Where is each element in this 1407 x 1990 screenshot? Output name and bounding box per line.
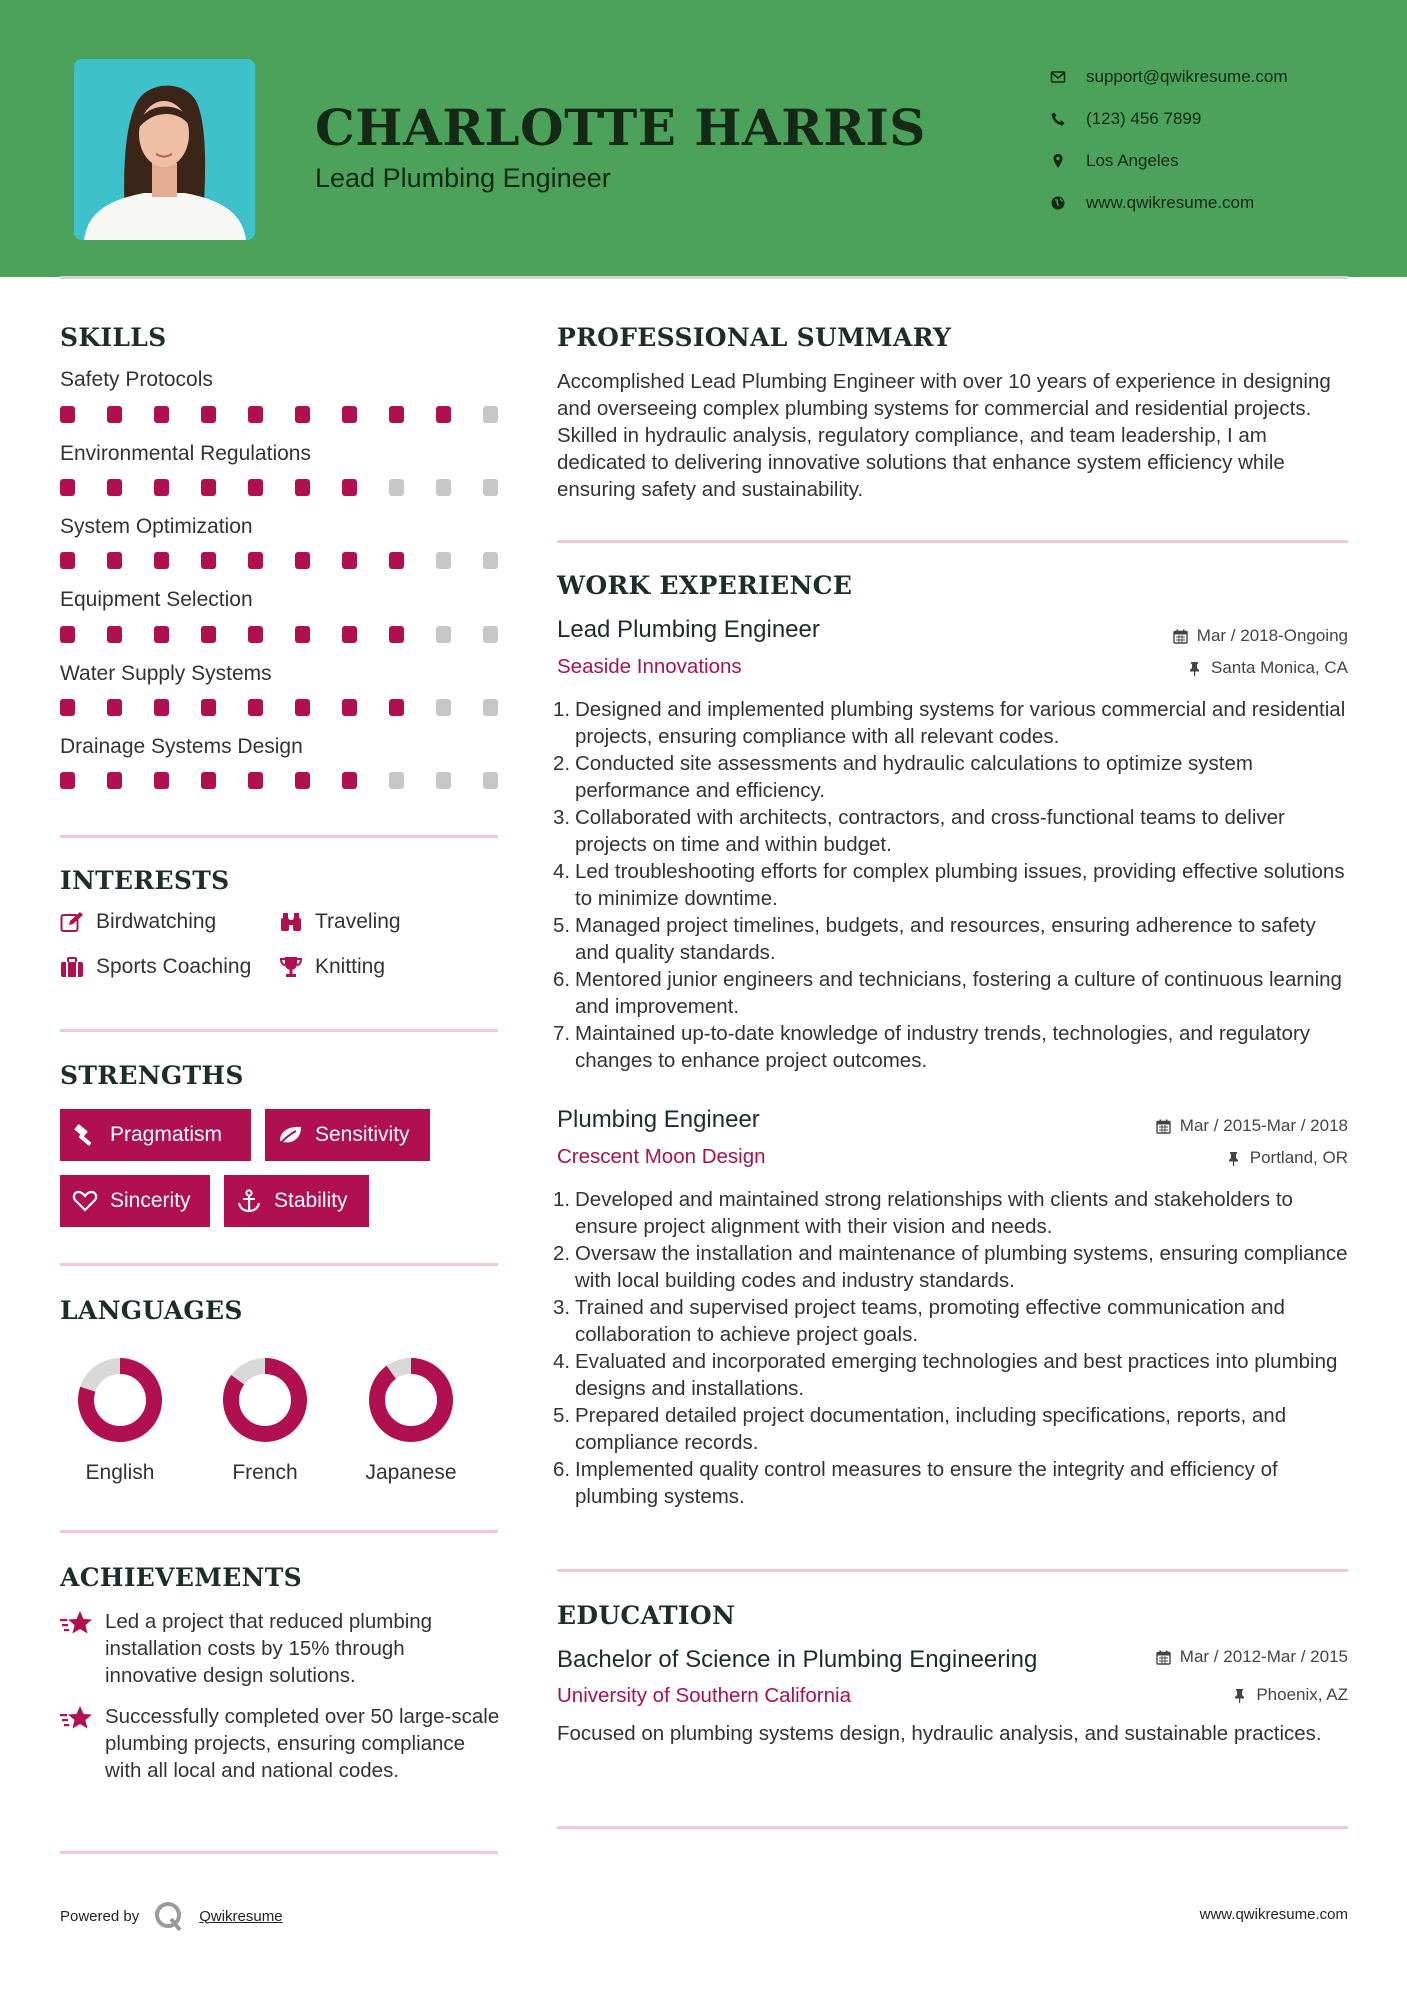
skill-dot-filled [295,552,310,569]
section-divider [557,1826,1348,1829]
education-heading: EDUCATION [557,1601,736,1630]
list-number: 7. [553,1022,571,1045]
language-item: French [205,1357,325,1485]
trophy-icon [279,956,303,978]
pushpin-icon [1232,1688,1247,1703]
anchor-icon [236,1189,262,1213]
skill-dot-filled [295,626,310,643]
achievement-item: Led a project that reduced plumbing installation costs by 15% through innovative design solutions. [60,1608,500,1689]
map-marker-icon [1050,153,1066,169]
responsibility-text: Maintained up-to-date knowledge of industry trends, technologies, and regulatory changes to enhance project outcomes. [575,1022,1311,1072]
skill-dot-filled [107,699,122,716]
responsibility-item [553,696,1353,750]
skill-dot-empty [436,626,451,643]
strength-tag: Sensitivity [265,1109,430,1161]
strength-tag: Pragmatism [60,1109,251,1161]
skill-dot-empty [436,552,451,569]
responsibility-item [553,1186,1353,1240]
list-number: 1. [553,1188,571,1211]
pencil-square-icon [60,911,84,933]
skill-dot-filled [248,552,263,569]
skill-dot-filled [389,406,404,423]
list-number: 3. [553,806,571,829]
skill-dot-filled [342,479,357,496]
language-ring [77,1357,163,1443]
list-number: 5. [553,914,571,937]
language-ring [368,1357,454,1443]
skill-dot-filled [107,479,122,496]
skill-dot-empty [389,479,404,496]
job-title: Plumbing Engineer [557,1106,760,1133]
school-name: University of Southern California [557,1684,851,1707]
calendar-icon [1156,1119,1171,1134]
responsibility-item [553,858,1353,912]
contact-phone-text: (123) 456 7899 [1086,109,1202,128]
job-location: Santa Monica, CA [1187,658,1348,678]
skill-dot-filled [60,552,75,569]
list-number: 2. [553,1242,571,1265]
briefcase-icon [60,956,84,978]
skill-dot-filled [248,772,263,789]
responsibility-text: Developed and maintained strong relationships with clients and stakeholders to ensure project alignment with their vision and needs. [575,1188,1293,1238]
skill-dot-filled [248,479,263,496]
skill-rating [60,552,498,569]
skill-dot-filled [107,772,122,789]
header-divider [60,276,1348,279]
summary-text: Accomplished Lead Plumbing Engineer with over 10 years of experience in designing and overseeing complex plumbing systems for commercial and residential projects. Skilled in hydraulic analysis, regulatory compliance, and team leadership, I am dedicated to delivering innovative solutions that enhance system efficiency while ensuring safety and sustainability. [557,370,1331,501]
list-number: 6. [553,1458,571,1481]
job-dates: Mar / 2018-Ongoing [1173,626,1348,646]
qwikresume-link[interactable]: Qwikresume [199,1907,283,1925]
responsibility-text: Designed and implemented plumbing systems for various commercial and residential projects, ensuring compliance with all relevant codes. [575,698,1346,748]
phone-icon [1050,111,1066,127]
skill-dot-filled [154,772,169,789]
skill-dot-filled [154,406,169,423]
responsibility-item [553,966,1353,1020]
list-number: 4. [553,1350,571,1373]
responsibility-text: Led troubleshooting efforts for complex plumbing issues, providing effective solutions to minimize downtime. [575,860,1345,910]
responsibility-item [553,1402,1353,1456]
skills-heading: SKILLS [60,323,167,352]
experience-heading: WORK EXPERIENCE [557,571,853,600]
interest-item: Birdwatching [60,910,216,934]
responsibility-text: Mentored junior engineers and technicians, fostering a culture of continuous learning and improvement. [575,968,1342,1018]
responsibility-text: Evaluated and incorporated emerging technologies and best practices into plumbing designs and installations. [575,1350,1338,1400]
skill-name: Safety Protocols [60,368,213,391]
responsibility-item [553,1240,1353,1294]
candidate-title: Lead Plumbing Engineer [315,163,611,193]
skill-dot-filled [389,626,404,643]
skill-dot-filled [107,552,122,569]
responsibility-item [553,912,1353,966]
skill-dot-filled [201,479,216,496]
responsibility-item [553,750,1353,804]
education-location: Phoenix, AZ [1232,1685,1348,1705]
qwikresume-logo-icon [153,1900,185,1932]
skill-dot-filled [389,552,404,569]
skill-dot-filled [295,699,310,716]
contact-email-text: support@qwikresume.com [1086,67,1288,86]
skill-dot-empty [483,552,498,569]
responsibility-item [553,804,1353,858]
responsibility-item [553,1020,1353,1074]
skill-name: Environmental Regulations [60,442,311,465]
achievement-item: Successfully completed over 50 large-scale plumbing projects, ensuring compliance with all local and national codes. [60,1703,500,1784]
skill-dot-filled [248,406,263,423]
list-number: 6. [553,968,571,991]
job-responsibilities [553,1186,1353,1510]
section-divider [60,1530,498,1533]
skill-dot-filled [201,406,216,423]
job-dates: Mar / 2015-Mar / 2018 [1156,1116,1348,1136]
contact-location-text: Los Angeles [1086,151,1179,170]
responsibility-item [553,1456,1353,1510]
header-banner [0,0,1407,277]
skill-name: Equipment Selection [60,588,253,611]
contact-website-text: www.qwikresume.com [1086,193,1255,212]
skill-dot-filled [201,699,216,716]
responsibility-text: Collaborated with architects, contractors, and cross-functional teams to deliver projects on time and within budget. [575,806,1285,856]
skill-dot-filled [342,406,357,423]
responsibility-text: Conducted site assessments and hydraulic calculations to optimize system performance and efficiency. [575,752,1253,802]
contact-website[interactable] [1050,182,1288,224]
gavel-icon [72,1123,98,1147]
globe-icon [1050,195,1066,211]
education-dates: Mar / 2012-Mar / 2015 [1156,1647,1348,1667]
skill-name: Drainage Systems Design [60,735,303,758]
skill-dot-filled [248,626,263,643]
skill-dot-empty [389,772,404,789]
envelope-icon [1050,69,1066,85]
skill-dot-filled [60,626,75,643]
skill-dot-filled [295,479,310,496]
pushpin-icon [1187,661,1202,676]
responsibility-item [553,1294,1353,1348]
list-number: 5. [553,1404,571,1427]
skill-dot-filled [342,552,357,569]
skill-dot-filled [60,406,75,423]
section-divider [60,835,498,838]
skill-dot-filled [436,406,451,423]
skill-dot-empty [483,406,498,423]
skill-dot-empty [436,699,451,716]
skill-name: System Optimization [60,515,253,538]
job-title: Lead Plumbing Engineer [557,616,820,643]
skill-dot-empty [483,772,498,789]
skill-dot-filled [342,772,357,789]
skill-dot-filled [60,772,75,789]
skill-dot-filled [342,626,357,643]
star-icon [60,1703,94,1733]
responsibility-text: Managed project timelines, budgets, and resources, ensuring adherence to safety and quality standards. [575,914,1316,964]
responsibility-text: Oversaw the installation and maintenance of plumbing systems, ensuring compliance with local building codes and industry standards. [575,1242,1348,1292]
interests-heading: INTERESTS [60,866,230,895]
skill-rating [60,772,498,789]
skill-dot-filled [342,699,357,716]
list-number: 3. [553,1296,571,1319]
skill-dot-filled [107,626,122,643]
star-icon [60,1608,94,1638]
profile-photo [74,59,255,240]
language-item: Japanese [351,1357,471,1485]
strength-tag: Stability [224,1175,369,1227]
job-location: Portland, OR [1226,1148,1348,1168]
leaf-icon [277,1123,303,1147]
language-item: English [60,1357,180,1485]
section-divider [557,1569,1348,1572]
responsibility-text: Implemented quality control measures to ensure the integrity and efficiency of plumbing systems. [575,1458,1278,1508]
skill-dot-filled [154,626,169,643]
binoculars-icon [279,911,303,933]
skill-dot-empty [436,479,451,496]
contact-list [1050,56,1288,224]
languages-heading: LANGUAGES [60,1296,243,1325]
footer-powered-by: Powered by Qwikresume [60,1900,283,1932]
list-number: 4. [553,860,571,883]
skill-dot-filled [389,699,404,716]
calendar-icon [1156,1650,1171,1665]
skill-dot-filled [154,699,169,716]
section-divider [60,1029,498,1032]
summary-heading: PROFESSIONAL SUMMARY [557,323,952,352]
skill-dot-filled [154,479,169,496]
skill-dot-filled [107,406,122,423]
heart-icon [72,1189,98,1213]
interest-item: Traveling [279,910,401,934]
job-company: Crescent Moon Design [557,1145,766,1168]
skill-rating [60,626,498,643]
skill-rating [60,406,498,423]
list-number: 2. [553,752,571,775]
candidate-name: CHARLOTTE HARRIS [315,98,926,157]
skill-dot-filled [201,772,216,789]
skill-dot-empty [483,626,498,643]
skill-dot-empty [483,479,498,496]
skill-dot-filled [201,552,216,569]
skill-dot-filled [154,552,169,569]
degree-title: Bachelor of Science in Plumbing Engineering [557,1646,1038,1673]
skill-dot-filled [60,699,75,716]
section-divider [60,1263,498,1266]
language-ring [222,1357,308,1443]
language-ring-fill [377,1366,445,1434]
skill-dot-filled [295,406,310,423]
interest-item: Sports Coaching [60,955,251,979]
skill-name: Water Supply Systems [60,662,272,685]
interest-item: Knitting [279,955,385,979]
strength-tag: Sincerity [60,1175,210,1227]
section-divider [557,540,1348,543]
section-divider [60,1851,498,1854]
skill-rating [60,699,498,716]
education-description: Focused on plumbing systems design, hydraulic analysis, and sustainable practices. [557,1722,1322,1745]
skill-dot-filled [60,479,75,496]
skill-rating [60,479,498,496]
contact-phone[interactable] [1050,98,1288,140]
skill-dot-empty [436,772,451,789]
calendar-icon [1173,629,1188,644]
skill-dot-empty [483,699,498,716]
job-responsibilities [553,696,1353,1074]
list-number: 1. [553,698,571,721]
responsibility-item [553,1348,1353,1402]
strengths-heading: STRENGTHS [60,1061,244,1090]
skill-dot-filled [248,699,263,716]
pushpin-icon [1226,1151,1241,1166]
responsibility-text: Trained and supervised project teams, promoting effective communication and collaboration to achieve project goals. [575,1296,1285,1346]
skill-dot-filled [295,772,310,789]
job-company: Seaside Innovations [557,655,742,678]
achievements-heading: ACHIEVEMENTS [60,1563,302,1592]
contact-location [1050,140,1288,182]
footer-website[interactable]: www.qwikresume.com [1199,1906,1348,1923]
responsibility-text: Prepared detailed project documentation, including specifications, reports, and compliance records. [575,1404,1287,1454]
contact-email[interactable] [1050,56,1288,98]
skill-dot-filled [201,626,216,643]
